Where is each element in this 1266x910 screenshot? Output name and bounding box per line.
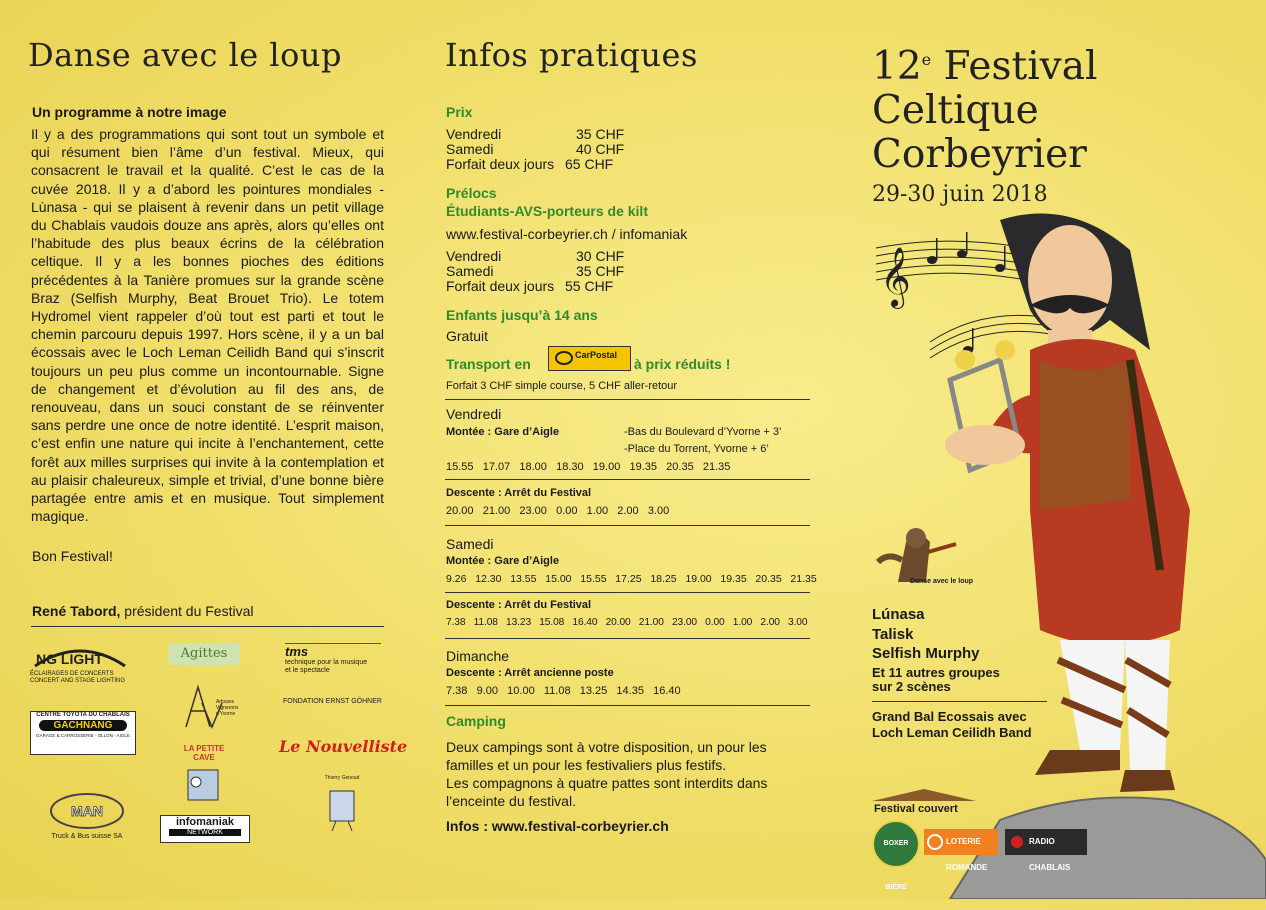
- prix-row: [446, 142, 624, 157]
- vendredi-montee: Montée : Gare d’Aigle: [446, 426, 560, 438]
- gachnang-name: GACHNANG: [39, 720, 127, 731]
- vendredi-rule: [445, 479, 810, 480]
- dimanche-top-rule: [445, 638, 810, 639]
- prix-price: 35 CHF: [576, 126, 625, 142]
- prelocs-url[interactable]: www.festival-corbeyrier.ch / infomaniak: [446, 226, 688, 242]
- wolf-caption: Danse avec le loup: [910, 578, 974, 585]
- prix-row: [446, 157, 624, 172]
- enfants-heading: Enfants jusqu’à 14 ans: [446, 307, 598, 323]
- dimanche-day: Dimanche: [446, 648, 510, 664]
- prelocs-label: Vendredi: [446, 248, 502, 264]
- samedi-montee-times: 9.26 12.30 13.55 15.00 15.55 17.25 18.25 19.00 19.35 20.35 21.35: [446, 573, 817, 585]
- prelocs-price: 55 CHF: [565, 278, 614, 294]
- petitecave-graphic: [174, 762, 234, 806]
- tms-name: tms: [285, 644, 309, 659]
- agittes-name: Agittes: [180, 646, 228, 661]
- vendredi-stop1: -Bas du Boulevard d’Yvorne + 3’: [624, 426, 782, 438]
- samedi-montee: Montée : Gare d’Aigle: [446, 555, 560, 567]
- prix-label: Samedi: [446, 141, 494, 157]
- prelocs-sub: Étudiants-AVS-porteurs de kilt: [446, 203, 648, 219]
- prelocs-table: [446, 249, 624, 294]
- enfants-text: Gratuit: [446, 328, 489, 344]
- man-logo: [44, 792, 130, 840]
- prelocs-row: [446, 264, 624, 279]
- dimanche-descente: Descente : Arrêt ancienne poste: [446, 667, 614, 679]
- title-num: 12: [872, 44, 922, 89]
- prix-row: [446, 127, 624, 142]
- thierry-name: Thierry Genoud: [324, 775, 360, 781]
- vendredi-descente: Descente : Arrêt du Festival: [446, 487, 592, 499]
- vendredi-day: Vendredi: [446, 406, 502, 422]
- prix-label: Vendredi: [446, 126, 502, 142]
- transport-pre: Transport en: [446, 356, 531, 372]
- band-lunasa: Lúnasa: [872, 606, 925, 623]
- infos-url[interactable]: Infos : www.festival-corbeyrier.ch: [446, 818, 669, 834]
- carpostal-name: CarPostal: [575, 350, 618, 360]
- title-line-1: [872, 38, 1097, 89]
- loterie-circle-icon: [927, 834, 943, 850]
- wolf-violinist-icon: [868, 522, 960, 586]
- camping-text: Deux campings sont à votre disposition, un pour les familles et un pour les festivaliers plus festifs. Les compagnons à quatre pattes sont interdits dans l’enceinte du festival.: [446, 739, 768, 809]
- nightlight-logo: [30, 640, 130, 685]
- infomaniak-name: infomaniak: [175, 816, 235, 828]
- prelocs-label: Forfait deux jours: [446, 278, 555, 294]
- man-name: MAN: [71, 803, 103, 819]
- samedi-top-rule: [445, 525, 810, 526]
- toyota-logo: [30, 711, 136, 755]
- prelocs-label: Samedi: [446, 263, 494, 279]
- nightlight-name: NG LIGHT: [36, 651, 103, 667]
- lineup: [872, 605, 980, 664]
- toyota-name: CENTRE TOYOTA DU CHABLAIS: [36, 712, 130, 718]
- petitecave-name: LA PETITE CAVE: [183, 744, 225, 762]
- signature-rule: [31, 626, 384, 627]
- prix-heading: Prix: [446, 104, 473, 120]
- prix-label: Forfait deux jours: [446, 156, 555, 172]
- col1-closing: Bon Festival!: [32, 548, 113, 564]
- vendredi-stop2: -Place du Torrent, Yvorne + 6’: [624, 443, 769, 455]
- boxer-logo: [872, 820, 920, 891]
- carpostal-logo: [548, 346, 631, 371]
- samedi-descente: Descente : Arrêt du Festival: [446, 599, 592, 611]
- gachnang-sub: GARAGE & CARROSSERIE - OLLON - AIGLE: [36, 733, 130, 738]
- samedi-rule: [445, 592, 810, 593]
- artisans-name: Artisans Vignerons d'Yvorne: [216, 699, 239, 717]
- band-selfish-murphy: Selfish Murphy: [872, 645, 980, 662]
- prix-price: 65 CHF: [565, 156, 614, 172]
- col1-body: Il y a des programmations qui sont tout un symbole et qui résument bien l’âme d’un festival. Mieux, qui consacrent le travail et la qualité. C’est le cas de la cuvée 2018. Il y a d’abord les pointures mondiales - Lùnasa - qui se plaisent à revenir dans un petit village du Chablais vaudois douze ans après, alors qu’elles ont l’habitude des plus beaux écrins de la célébration celtique. Il y a les bonnes pioches des éditions précédentes à la Tanière promues sur la grande scène Braz (Selfish Murphy, Beat Brouet Trio). Le totem Hydromel vient rappeler d’où tout est parti et tout le chemin parcouru depuis 1997. Hors scène, il y a un bal écossais avec le Loch Leman Ceilidh Band qui s’inscrit toujours un peu plus comme un incontournable. Signe de changement et d’évolution au fil des ans, de renouveau, dans un souci constant de se réinventer sans perdre une once de notre identité. L’esprit maison, c’est enfin une nature qui incite à l’enchantement, cette forêt aux milles surprises qui invite à la contemplation et au plaisir chaleureux, simple et trivial, d’une bonne bière partagée entre amis et en musique. Tout simplement magique.: [31, 126, 384, 525]
- radio-logo: [1005, 829, 1087, 872]
- samedi-day: Samedi: [446, 536, 494, 552]
- bal-text: Grand Bal Ecossais avec Loch Leman Ceilidh Band: [872, 709, 1032, 740]
- col1-subtitle: Un programme à notre image: [32, 104, 227, 120]
- band-talisk: Talisk: [872, 625, 914, 643]
- couvert-text: Festival couvert: [874, 803, 958, 815]
- transport-post: à prix réduits !: [634, 356, 731, 372]
- title-festival: Festival: [931, 44, 1098, 89]
- signature-role: président du Festival: [120, 603, 254, 619]
- prix-table: [446, 127, 624, 172]
- samedi-descente-times: 7.38 11.08 13.23 15.08 16.40 20.00 21.00 23.00 0.00 1.00 2.00 3.00: [446, 617, 808, 628]
- petitecave-logo: [174, 744, 234, 800]
- thierry-logo: [318, 775, 366, 835]
- man-graphic: [44, 792, 130, 830]
- signature-name: René Tabord,: [32, 603, 121, 619]
- loterie-logo: [924, 829, 998, 872]
- man-sub: Truck & Bus suisse SA: [51, 833, 123, 840]
- prelocs-row: [446, 279, 624, 294]
- infomaniak-logo: [160, 815, 250, 843]
- title-line-2: Celtique: [872, 88, 1039, 133]
- fondation-logo: FONDATION ERNST GÖHNER: [283, 698, 382, 705]
- transport-rule: [445, 399, 810, 400]
- tent-icon: [872, 789, 976, 801]
- boxer-name: BOXER BIÈRE: [883, 840, 909, 891]
- transport-note: Forfait 3 CHF simple course, 5 CHF aller-retour: [446, 380, 678, 392]
- prelocs-price: 30 CHF: [576, 248, 625, 264]
- dimanche-rule: [445, 705, 810, 706]
- radio-name: RADIO CHABLAIS: [1029, 837, 1071, 872]
- col1-title: Danse avec le loup: [28, 36, 342, 74]
- posthorn-icon: [555, 351, 573, 365]
- vendredi-descente-times: 20.00 21.00 23.00 0.00 1.00 2.00 3.00: [446, 505, 670, 517]
- tms-sub: technique pour la musique et le spectacle: [285, 659, 368, 674]
- vendredi-montee-times: 15.55 17.07 18.00 18.30 19.00 19.35 20.35 21.35: [446, 461, 731, 473]
- infomaniak-sub: NETWORK: [169, 829, 241, 836]
- camping-heading: Camping: [446, 713, 506, 729]
- festival-title: [872, 38, 1097, 177]
- nightlight-graphic: [30, 640, 130, 668]
- col2-title: Infos pratiques: [445, 36, 698, 74]
- prix-price: 40 CHF: [576, 141, 625, 157]
- dimanche-descente-times: 7.38 9.00 10.00 11.08 13.25 14.35 16.40: [446, 685, 681, 697]
- prelocs-price: 35 CHF: [576, 263, 625, 279]
- signature: [32, 603, 254, 619]
- agittes-logo: [168, 643, 240, 665]
- nouvelliste-logo: Le Nouvelliste: [279, 737, 408, 756]
- prelocs-heading: Prélocs: [446, 185, 497, 201]
- title-sup: e: [921, 50, 932, 69]
- tms-logo: [285, 643, 381, 675]
- loterie-name: LOTERIE ROMANDE: [946, 837, 988, 872]
- lineup-others: Et 11 autres groupes sur 2 scènes: [872, 665, 1000, 694]
- thierry-graphic: [318, 781, 366, 833]
- festival-dates: 29-30 juin 2018: [872, 182, 1048, 207]
- prelocs-row: [446, 249, 624, 264]
- title-line-3: Corbeyrier: [872, 132, 1087, 177]
- nightlight-sub: ÉCLAIRAGES DE CONCERTS CONCERT AND STAGE LIGHTING: [30, 671, 126, 684]
- lineup-rule: [872, 701, 1047, 702]
- radio-dot-icon: [1011, 836, 1023, 848]
- treble-clef-icon: 𝄞: [880, 247, 911, 307]
- artisans-logo: [176, 683, 239, 729]
